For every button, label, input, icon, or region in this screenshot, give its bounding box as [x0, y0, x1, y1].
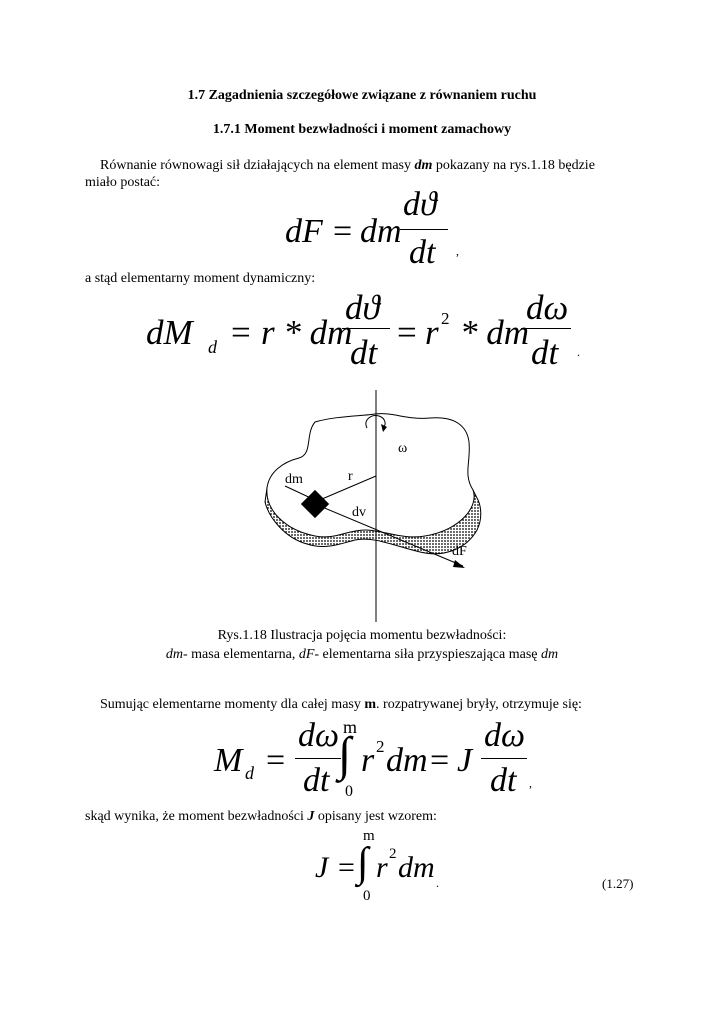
eq3-denominator-2: dt	[490, 762, 517, 799]
eq2-r: r	[425, 313, 439, 352]
eq4-r: r	[376, 851, 388, 884]
eq3-sub-d: d	[245, 763, 254, 783]
label-dm: dm	[285, 472, 303, 487]
eq2-r-star-dm: r * dm	[261, 313, 353, 352]
eq2-exponent: 2	[441, 309, 450, 328]
eq3-dm: dm	[386, 742, 428, 779]
eq4-trail: .	[436, 876, 439, 890]
eq3-fraction-bar-2	[481, 758, 527, 759]
result-text-J: J	[307, 809, 315, 824]
eq1-fraction-bar	[400, 229, 448, 230]
eq3-equals-1: =	[266, 742, 286, 779]
caption-dm-2: dm	[541, 647, 559, 662]
result-text-pre: skąd wynika, że moment bezwładności	[85, 809, 308, 824]
moment-text: a stąd elementarny moment dynamiczny:	[85, 271, 316, 286]
eq3-J: J	[457, 742, 473, 779]
eq3-trail: ,	[529, 776, 532, 790]
eq2-star-dm: * dm	[460, 313, 530, 352]
eq2-trail: .	[577, 345, 580, 359]
result-text-post: opisany jest wzorem:	[314, 809, 437, 824]
sum-text-m: m	[364, 697, 377, 712]
sum-text-post: . rozpatrywanej bryły, otrzymuje się:	[376, 697, 582, 712]
intro-dm: dm	[414, 158, 433, 173]
label-dv: dv	[352, 505, 366, 520]
equation-number: (1.27)	[602, 876, 634, 891]
eq2-equals-1: =	[231, 313, 251, 352]
eq3-numerator-1: dω	[298, 717, 340, 754]
eq2-fraction-bar-2	[521, 328, 571, 329]
intro-line-1	[100, 157, 640, 174]
eq4-exponent: 2	[389, 846, 397, 862]
eq2-numerator-1: dϑ	[345, 288, 380, 327]
subsection-heading: 1.7.1 Moment bezwładności i moment zamachowy	[212, 122, 512, 137]
eq3-exponent: 2	[376, 737, 385, 756]
caption-post: - elementarna siła przyspieszająca masę	[314, 647, 541, 662]
eq2-denominator-2: dt	[531, 333, 559, 372]
eq4-integral-icon: ∫	[357, 840, 369, 886]
eq3-lower-limit: 0	[345, 783, 353, 800]
figure-caption-line-1: Rys.1.18 Ilustracja pojęcia momentu bezwładności:	[217, 628, 507, 643]
eq2-fraction-bar-1	[342, 328, 390, 329]
label-r: r	[348, 469, 353, 484]
eq4-lower-limit: 0	[363, 888, 371, 904]
eq1-lhs: dF	[285, 213, 323, 250]
eq2-numerator-2: dω	[526, 288, 569, 327]
eq3-integral-icon: ∫	[338, 728, 352, 781]
intro-text-pre: Równanie równowagi sił działających na element masy	[100, 158, 415, 173]
eq3-M: M	[214, 742, 243, 779]
eq2-dM: dM	[146, 313, 193, 352]
eq3-upper-limit: m	[343, 717, 358, 737]
eq2-sub-d: d	[208, 337, 217, 357]
eq2-equals-2: =	[397, 313, 417, 352]
eq3-numerator-2: dω	[484, 717, 526, 754]
eq4-dm: dm	[398, 851, 435, 884]
eq2-denominator-1: dt	[350, 333, 378, 372]
eq3-r: r	[361, 742, 375, 779]
eq1-dm: dm	[360, 213, 402, 250]
eq1-denominator: dt	[409, 234, 436, 271]
eq4-upper-limit: m	[363, 828, 375, 844]
eq3-equals-2: =	[430, 742, 450, 779]
label-omega: ω	[398, 441, 408, 456]
figure-rys-1-18	[255, 390, 495, 630]
eq3-denominator-1: dt	[303, 762, 330, 799]
section-heading: 1.7 Zagadnienia szczegółowe związane z równaniem ruchu	[187, 88, 537, 103]
caption-dF: dF	[298, 647, 315, 662]
caption-mid: - masa elementarna,	[183, 647, 299, 662]
eq4-equals: =	[338, 851, 355, 884]
caption-dm: dm	[165, 647, 183, 662]
eq1-numerator: dϑ	[403, 186, 437, 223]
label-dF: dF	[452, 544, 467, 559]
eq4-J: J	[315, 851, 329, 884]
result-text	[85, 808, 437, 825]
sum-text	[100, 696, 582, 713]
intro-text-post: pokazany na rys.1.18 będzie	[432, 158, 595, 173]
eq1-equals: =	[333, 213, 353, 250]
eq1-trail: ,	[456, 244, 459, 258]
intro-line-2: miało postać:	[85, 175, 161, 190]
sum-text-pre: Sumując elementarne momenty dla całej masy	[100, 697, 365, 712]
eq3-fraction-bar-1	[295, 758, 341, 759]
force-arrowhead-icon	[453, 560, 465, 568]
figure-caption-line-2	[0, 645, 724, 664]
